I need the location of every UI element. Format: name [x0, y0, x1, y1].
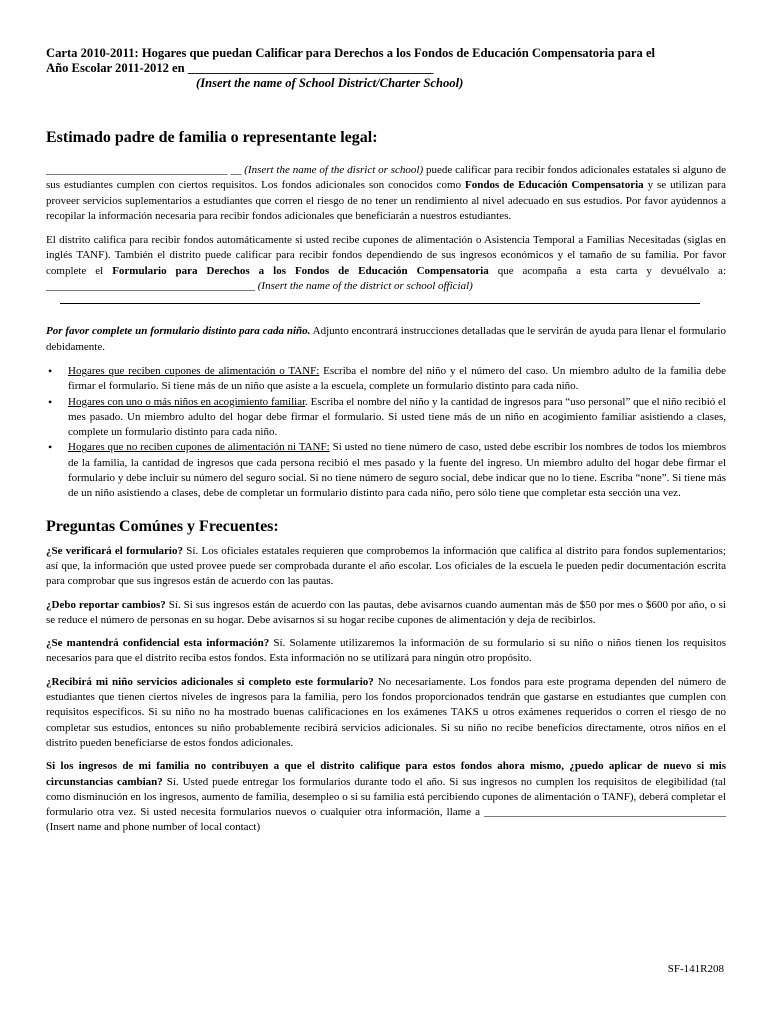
- faq-item: [46, 598, 726, 629]
- intro-text-1: puede calificar para recibir fondos adicionales estatales si alguno de sus estudiantes cumplen con ciertos requisitos. Los fondos adicionales son conocidos como: [46, 164, 727, 192]
- form-code: SF-141R208: [667, 963, 724, 975]
- faq-question: Si los ingresos de mi familia no contribuyen a que el distrito califique para estos fondos ahora mismo, ¿puedo aplicar de nuevo si mis circunstancias cambian?: [46, 760, 726, 788]
- bullet-text: Si usted no tiene número de caso, usted debe escribir los nombres de todos los miembros de la familia, la cantidad de ingresos que cada persona recibió el mes pasado y la fuente del ingreso. Un miembro adulto del hogar debe firmar el formulario y debe incluir su número del seguro social. Si no tiene número de seguro social, debe indicar que no lo tiene. Escriba “none”. Si tiene más de un niño asistiendo a clases, debe de completar un formulario distinto para cada niño, pero sólo tiene que completar esta sección una vez.: [68, 441, 726, 500]
- instructions-paragraph: [46, 324, 726, 355]
- qualify-text-1: El distrito califica para recibir fondos automáticamente si usted recibe cupones de alimentación o Asistencia Temporal a Familias Necesitadas (siglas en inglés TANF). También el distrito puede calificar para recibir fondos dependiendo de sus ingresos económicos y el tamaño de su familia. Por favor complete el: [46, 234, 726, 277]
- faq-answer: Sí. Solamente utilizaremos la información de su formulario si su niño o niños tienen los requisitos necesarios para que el distrito reciba estos fondos. Esta información no se utilizará para ningún otro propósito.: [46, 637, 726, 665]
- bullet-heading: Hogares que reciben cupones de alimentación o TANF:: [68, 364, 320, 377]
- intro-blank: _________________________________ __: [46, 164, 242, 176]
- qualify-placeholder: (Insert the name of the district or school official): [257, 280, 473, 293]
- faq-answer: No necesariamente. Los fondos para este programa dependen del número de estudiantes que tienen ciertos niveles de ingresos para la familia, pero los fondos proporcionados tendrán que gastarse en estudiantes que cumplen con requisitos específicos. Si su niño no ha mostrado buenas calificaciones en los exámenes TAKS u otros exámenes requeridos o corren el riesgo de no completar sus estudios, entonces su niño probablemente recibirá servicios adicionales. Si su niño no recibe beneficios directamente, otros niños en el distrito pueden beneficiarse de estos fondos adicionales.: [46, 675, 727, 749]
- title-line-2: Año Escolar 2011-2012 en _______________________________________: [46, 61, 434, 75]
- faq-question: ¿Debo reportar cambios?: [46, 598, 166, 611]
- letter-page: [46, 46, 726, 844]
- bullet-heading: Hogares con uno o más niños en acogimiento familiar: [68, 395, 306, 408]
- intro-text-2: y se utilizan para proveer servicios suplementarios a estudiantes que corren el riesgo de no tener un rendimiento al nivel adecuado en sus estudios. Por favor ayúdennos a recopilar la información necesaria para recibir fondos adicionales que beneficiarán a nuestros estudiantes.: [46, 179, 726, 222]
- letter-title: [46, 46, 726, 91]
- faq-heading: Preguntas Comúnes y Frecuentes:: [46, 517, 279, 535]
- list-item: [68, 440, 726, 501]
- faq-question: ¿Recibirá mi niño servicios adicionales si completo este formulario?: [46, 675, 374, 688]
- bullet-heading: Hogares que no reciben cupones de alimentación ni TANF:: [68, 441, 330, 454]
- faq-answer: Sí. Los oficiales estatales requieren que comprobemos la información que califica al distrito para fondos suplementarios; así que, la información que usted provee puede ser comprobada durante el año escolar. Los oficiales de la escuela le pueden pedir documentación escrita para comprobar que sus ingresos están de acuerdo con las pautas.: [46, 544, 726, 588]
- faq-item: [46, 636, 726, 667]
- faq-item: [46, 544, 726, 590]
- qualify-bold: Formulario para Derechos a los Fondos de Educación Compensatoria: [112, 264, 489, 277]
- bullet-text: . Escriba el nombre del niño y la cantidad de ingresos para “uso personal” que el niño recibió el mes pasado. Un miembro adulto del hogar debe firmar el formulario. Si usted tiene más de un niño en acogimiento familiar asistiendo a clases, complete un formulario distinto para cada niño.: [68, 395, 726, 439]
- faq-item: [46, 759, 726, 835]
- section-divider: [60, 303, 700, 304]
- instructions-text: Adjunto encontrará instrucciones detalladas que le servirán de ayuda para llenar el formulario debidamente.: [46, 325, 726, 353]
- title-line-1: Carta 2010-2011: Hogares que puedan Calificar para Derechos a los Fondos de Educación Compensatoria para el: [46, 46, 656, 60]
- faq-answer: Sí. Si sus ingresos están de acuerdo con las pautas, debe avisarnos cuando aumentan más de $50 por mes o $600 por año, o si se reduce el número de personas en su hogar. Debe avisarnos si su hogar recibe cupones de alimentación y deja de recibirlos.: [46, 598, 726, 626]
- qualify-paragraph: [46, 233, 726, 294]
- intro-placeholder: (Insert the name of the disrict or school): [244, 164, 424, 176]
- list-item: [68, 364, 726, 395]
- faq-question: ¿Se verificará el formulario?: [46, 544, 183, 557]
- bullet-text: Escriba el nombre del niño y el número del caso. Un miembro adulto de la familia debe firmar el formulario. Si tiene más de un niño que asiste a la escuela, complete un formulario distinto para cada niño.: [68, 364, 726, 393]
- greeting-heading: Estimado padre de familia o representante legal:: [46, 129, 378, 146]
- faq-answer: Sí. Usted puede entregar los formularios durante todo el año. Si sus ingresos no cumplen los requisitos de elegibilidad (tal como disminución en los ingresos, aumento de familia, desempleo o si su familia está percibiendo cupones de alimentación o TANF), deberá completar el formulario otra vez. Si usted necesita formularios nuevos o cualquier otra información, llame a ____________________________________________ (Insert name and phone number of local contact): [46, 775, 726, 834]
- qualify-text-2: que acompaña a esta carta y devuélvalo a: ______________________________________: [46, 264, 726, 293]
- intro-paragraph: [46, 163, 726, 224]
- intro-bold: Fondos de Educación Compensatoria: [465, 179, 644, 192]
- title-placeholder: (Insert the name of School District/Charter School): [196, 76, 464, 90]
- list-item: [68, 395, 726, 441]
- instructions-list: [46, 364, 726, 502]
- faq-item: [46, 675, 726, 751]
- faq-section: [46, 544, 726, 836]
- instructions-lead: Por favor complete un formulario distinto para cada niño.: [46, 325, 311, 338]
- faq-question: ¿Se mantendrá confidencial esta información?: [46, 637, 270, 650]
